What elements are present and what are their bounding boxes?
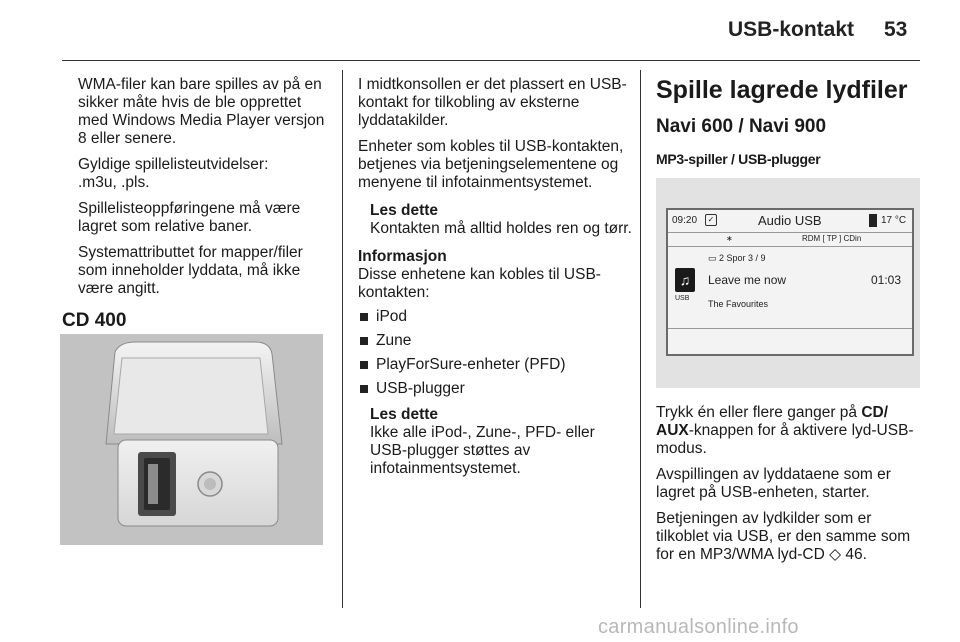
operation-text: Betjeningen av lydkilder som er tilkoblet via USB, er den samme som for en MP3/WMA lyd-CD — [656, 510, 911, 563]
section-heading-cd400: CD 400 — [62, 310, 127, 331]
thermometer-icon — [869, 214, 877, 227]
note-title: Les dette — [370, 202, 439, 219]
usb-port-illustration — [60, 334, 323, 545]
audio-usb-screen — [666, 208, 914, 356]
usb-port-photo — [60, 334, 323, 545]
paragraph-playlist-ext — [62, 156, 334, 192]
device-list — [358, 308, 632, 398]
artist-name: The Favourites — [708, 299, 769, 309]
column-3 — [656, 76, 924, 182]
paragraph-device-control: Enheter som kobles til USB-kontakten, betjenes via betjeningselementene og menyene til infotainmentsystemet. — [358, 138, 624, 191]
screen-title: Audio USB — [758, 213, 822, 228]
elapsed-time: 01:03 — [871, 273, 902, 287]
page-ref-number: 46. — [845, 546, 867, 563]
press-text: Trykk én eller flere ganger på — [656, 404, 862, 421]
list-item: PlayForSure-enheter (PFD) — [358, 356, 632, 374]
column-divider-2 — [640, 70, 641, 608]
subheading-navi: Navi 600 / Navi 900 — [656, 116, 827, 137]
info-heading: Informasjon — [358, 248, 447, 265]
note-text: Ikke alle iPod-, Zune-, PFD- eller USB-plugger støttes av infotainmentsystemet. — [370, 424, 595, 477]
column-1 — [62, 76, 334, 330]
column-divider-1 — [342, 70, 343, 608]
paragraph-system-attribute: Systemattributtet for mapper/filer som inneholder lyddata, må ikke være angitt. — [78, 244, 303, 297]
section-heading: Spille lagrede lydfiler — [656, 76, 908, 104]
note-text: Kontakten må alltid holdes ren og tørr. — [370, 220, 632, 237]
paragraph-relative-paths: Spillelisteoppføringene må være lagret som relative baner. — [78, 200, 301, 235]
note-support — [370, 406, 632, 478]
column-3-lower — [656, 404, 928, 572]
page-ref-icon: ◇ — [829, 546, 842, 563]
playlist-ext-label: Gyldige spillelisteutvidelser: — [78, 156, 269, 173]
playlist-ext-values: .m3u, .pls. — [78, 174, 150, 191]
paragraph-playback-starts: Avspillingen av lyddataene som er lagret på USB-enheten, starter. — [656, 466, 891, 501]
list-item: Zune — [358, 332, 632, 350]
note-keep-clean — [370, 202, 632, 238]
paragraph-wma: WMA-filer kan bare spilles av på en sikker måte hvis de ble opprettet med Windows Media Player versjon 8 eller senere. — [78, 76, 325, 147]
music-icon: ♫ — [675, 268, 695, 292]
watermark: carmanualsonline.info — [598, 616, 799, 638]
list-item: iPod — [358, 308, 632, 326]
info-text: Disse enhetene kan kobles til USB-kontakten: — [358, 266, 601, 301]
subheading-mp3: MP3-spiller / USB-plugger — [656, 151, 821, 167]
header-rule — [62, 60, 920, 61]
screen-top-bar — [668, 210, 912, 233]
column-2 — [358, 76, 632, 488]
paragraph-press-button — [656, 404, 928, 458]
screen-temperature: 17 °C — [881, 215, 907, 226]
usb-label: USB — [675, 295, 690, 302]
screen-folder-track — [708, 253, 766, 264]
list-item: USB-plugger — [358, 380, 632, 398]
clock-icon: ✓ — [705, 214, 717, 226]
paragraph-usb-location: I midtkonsollen er det plassert en USB-kontakt for tilkobling av eksterne lyddatakilder. — [358, 76, 627, 129]
screen-status: RDM [ TP ] CDin — [802, 234, 862, 243]
screen-time: 09:20 — [672, 215, 698, 226]
folder-icon: ▭ — [708, 253, 717, 263]
paragraph-operation — [656, 510, 928, 564]
page-header-title: USB-kontakt — [728, 18, 855, 41]
screen-bottom-line — [668, 328, 912, 329]
press-suffix: -knappen for å aktivere lyd-USB-modus. — [656, 422, 914, 457]
note-title: Les dette — [370, 406, 439, 423]
cd-aux-label: CD/ — [861, 404, 889, 421]
song-title: Leave me now — [708, 273, 787, 287]
screen-status-bar — [668, 233, 912, 247]
track-info: 2 Spor 3 / 9 — [719, 253, 766, 263]
display-screenshot — [656, 178, 920, 388]
aux-label: AUX — [656, 422, 689, 439]
bluetooth-icon: ∗ — [726, 234, 733, 243]
page-number: 53 — [884, 18, 908, 41]
